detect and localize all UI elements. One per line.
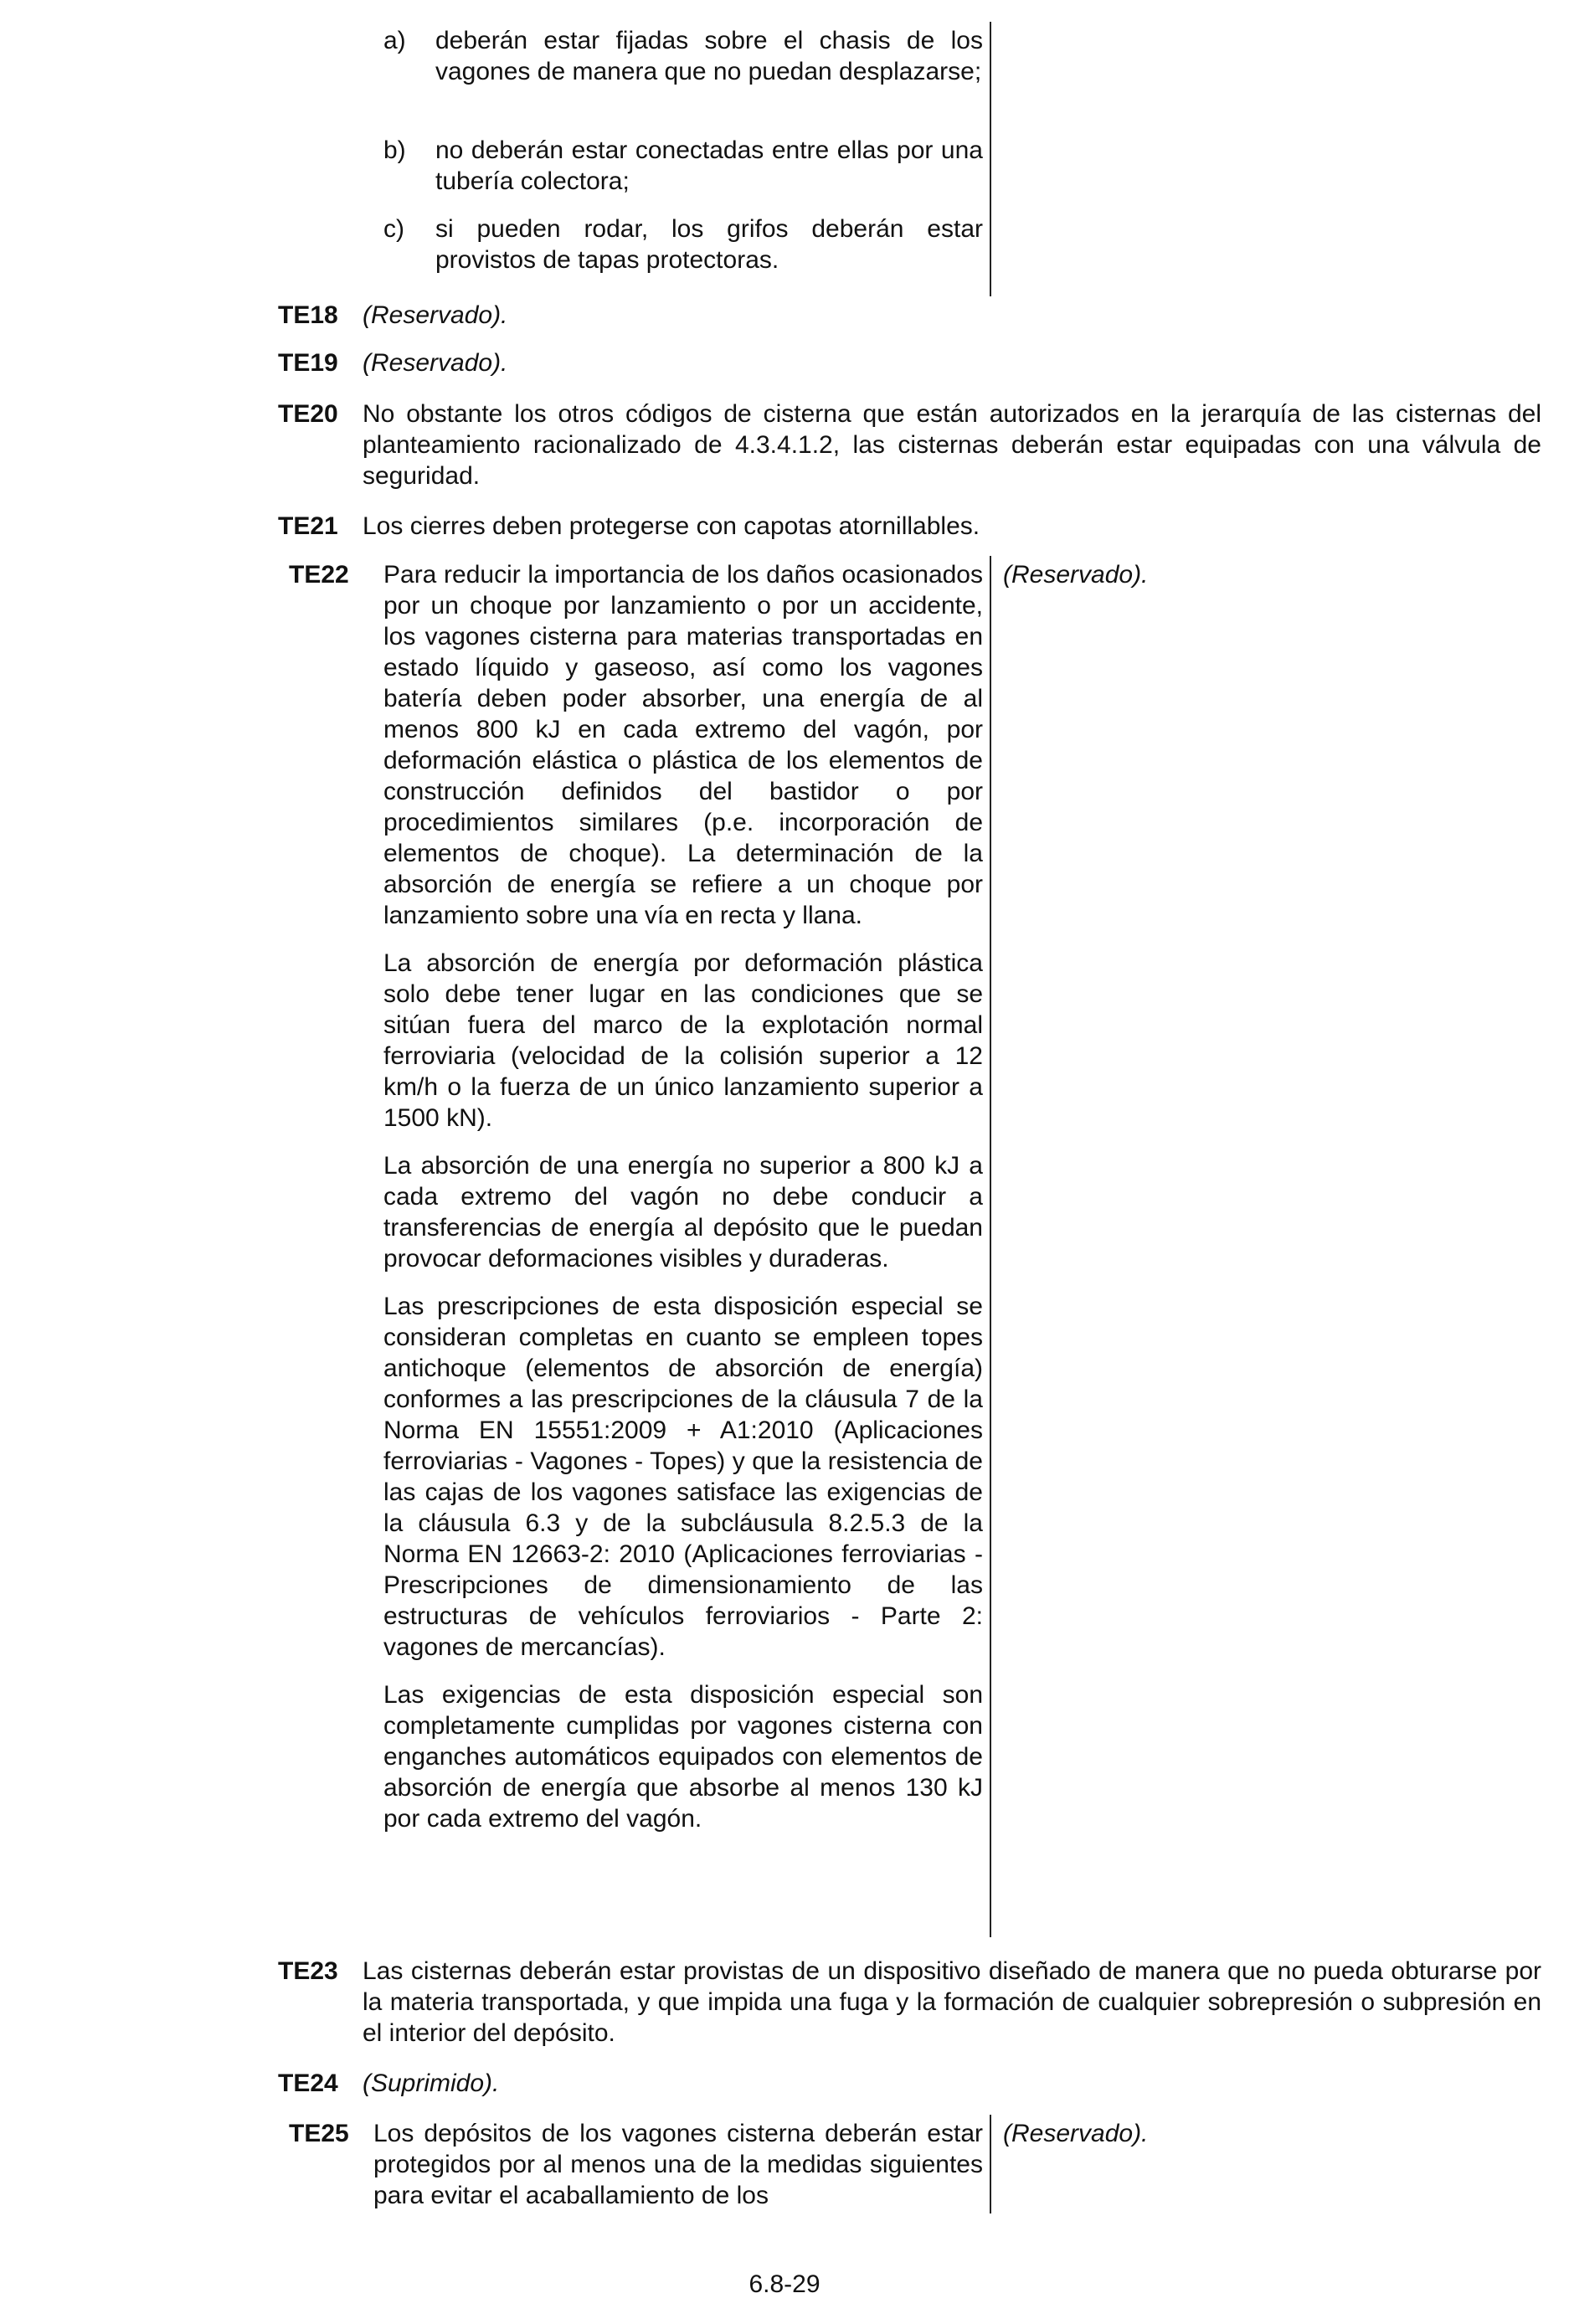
entry-text-te19: (Reservado). <box>363 349 508 377</box>
entry-code-te22: TE22 <box>289 561 349 589</box>
te22-paragraph: Las exigencias de esta disposición especial son completamente cumplidas por vagones cisterna con enganches automáticos equipados con elementos de absorción de energía que absorbe al menos 130 kJ por cada extremo del vagón. <box>383 1681 983 1833</box>
te22-paragraph: La absorción de energía por deformación plástica solo debe tener lugar en las condiciones que se sitúan fuera del marco de la explotación normal ferroviaria (velocidad de la colisión superior a 12 km/h o la fuerza de un único lanzamiento superior a 1500 kN). <box>383 949 983 1132</box>
list-item-c <box>383 213 983 275</box>
te22-paragraph: La absorción de una energía no superior a 800 kJ a cada extremo del vagón no debe conducir a transferencias de energía al depósito que le puedan provocar deformaciones visibles y duraderas. <box>383 1152 983 1273</box>
list-item-b <box>383 135 983 197</box>
list-label: b) <box>383 136 406 164</box>
list-label: c) <box>383 215 404 243</box>
te22-paragraph: Para reducir la importancia de los daños ocasionados por un choque por lanzamiento o por un accidente, los vagones cisterna para materias transportadas en estado líquido y gaseoso, así como los vagones batería deben poder absorber, una energía de al menos 800 kJ en cada extremo del vagón, por deformación elástica o plástica de los elementos de construcción definidos del bastidor o por procedimientos similares (p.e. incorporación de elementos de choque). La determinación de la absorción de energía se refiere a un choque por lanzamiento sobre una vía en recta y llana. <box>383 561 983 929</box>
list-block <box>383 25 983 275</box>
column-divider <box>990 2115 991 2213</box>
entry-text-te22 <box>383 559 983 1834</box>
list-label: a) <box>383 27 406 54</box>
column-divider <box>990 556 991 1937</box>
column-divider <box>990 22 991 296</box>
entry-code-te25: TE25 <box>289 2120 349 2147</box>
entry-code-te19: TE19 <box>278 349 338 377</box>
entry-code-te24: TE24 <box>278 2069 338 2097</box>
entry-text-te25: Los depósitos de los vagones cisterna deberán estar protegidos por al menos una de la medidas siguientes para evitar el acaballamiento de los <box>373 2120 983 2209</box>
entry-code-te20: TE20 <box>278 400 338 428</box>
list-text: no deberán estar conectadas entre ellas por una tubería colectora; <box>435 136 983 195</box>
entry-code-te18: TE18 <box>278 301 338 329</box>
entry-code-te23: TE23 <box>278 1957 338 1985</box>
list-item-a <box>383 25 983 118</box>
entry-right-text-te25: (Reservado). <box>1003 2120 1149 2147</box>
entry-text-te24: (Suprimido). <box>363 2069 500 2097</box>
entry-text-te21: Los cierres deben protegerse con capotas atornillables. <box>363 512 980 540</box>
te22-paragraph: Las prescripciones de esta disposición especial se consideran completas en cuanto se empleen topes antichoque (elementos de absorción de energía) conformes a las prescripciones de la cláusula 7 de la Norma EN 15551:2009 + A1:2010 (Aplicaciones ferroviarias - Vagones - Topes) y que la resistencia de las cajas de los vagones satisface las exigencias de la cláusula 6.3 y de la subcláusula 8.2.5.3 de la Norma EN 12663-2: 2010 (Aplicaciones ferroviarias - Prescripciones de dimensionamiento de las estructuras de vehículos ferroviarios - Parte 2: vagones de mercancías). <box>383 1293 983 1661</box>
list-text: si pueden rodar, los grifos deberán estar provistos de tapas protectoras. <box>435 215 983 274</box>
entry-text-te18: (Reservado). <box>363 301 508 329</box>
entry-right-text-te22: (Reservado). <box>1003 561 1149 589</box>
page-number: 6.8-29 <box>748 2270 821 2298</box>
entry-text-te23: Las cisternas deberán estar provistas de un dispositivo diseñado de manera que no pueda obturarse por la materia transportada, y que impida una fuga y la formación de cualquier sobrepresión o subpresión en el interior del depósito. <box>363 1957 1541 2047</box>
entry-text-te20: No obstante los otros códigos de cisterna que están autorizados en la jerarquía de las cisternas del planteamiento racionalizado de 4.3.4.1.2, las cisternas deberán estar equipadas con una válvula de seguridad. <box>363 400 1541 490</box>
list-text: deberán estar fijadas sobre el chasis de los vagones de manera que no puedan desplazarse; <box>435 27 983 85</box>
entry-code-te21: TE21 <box>278 512 338 540</box>
